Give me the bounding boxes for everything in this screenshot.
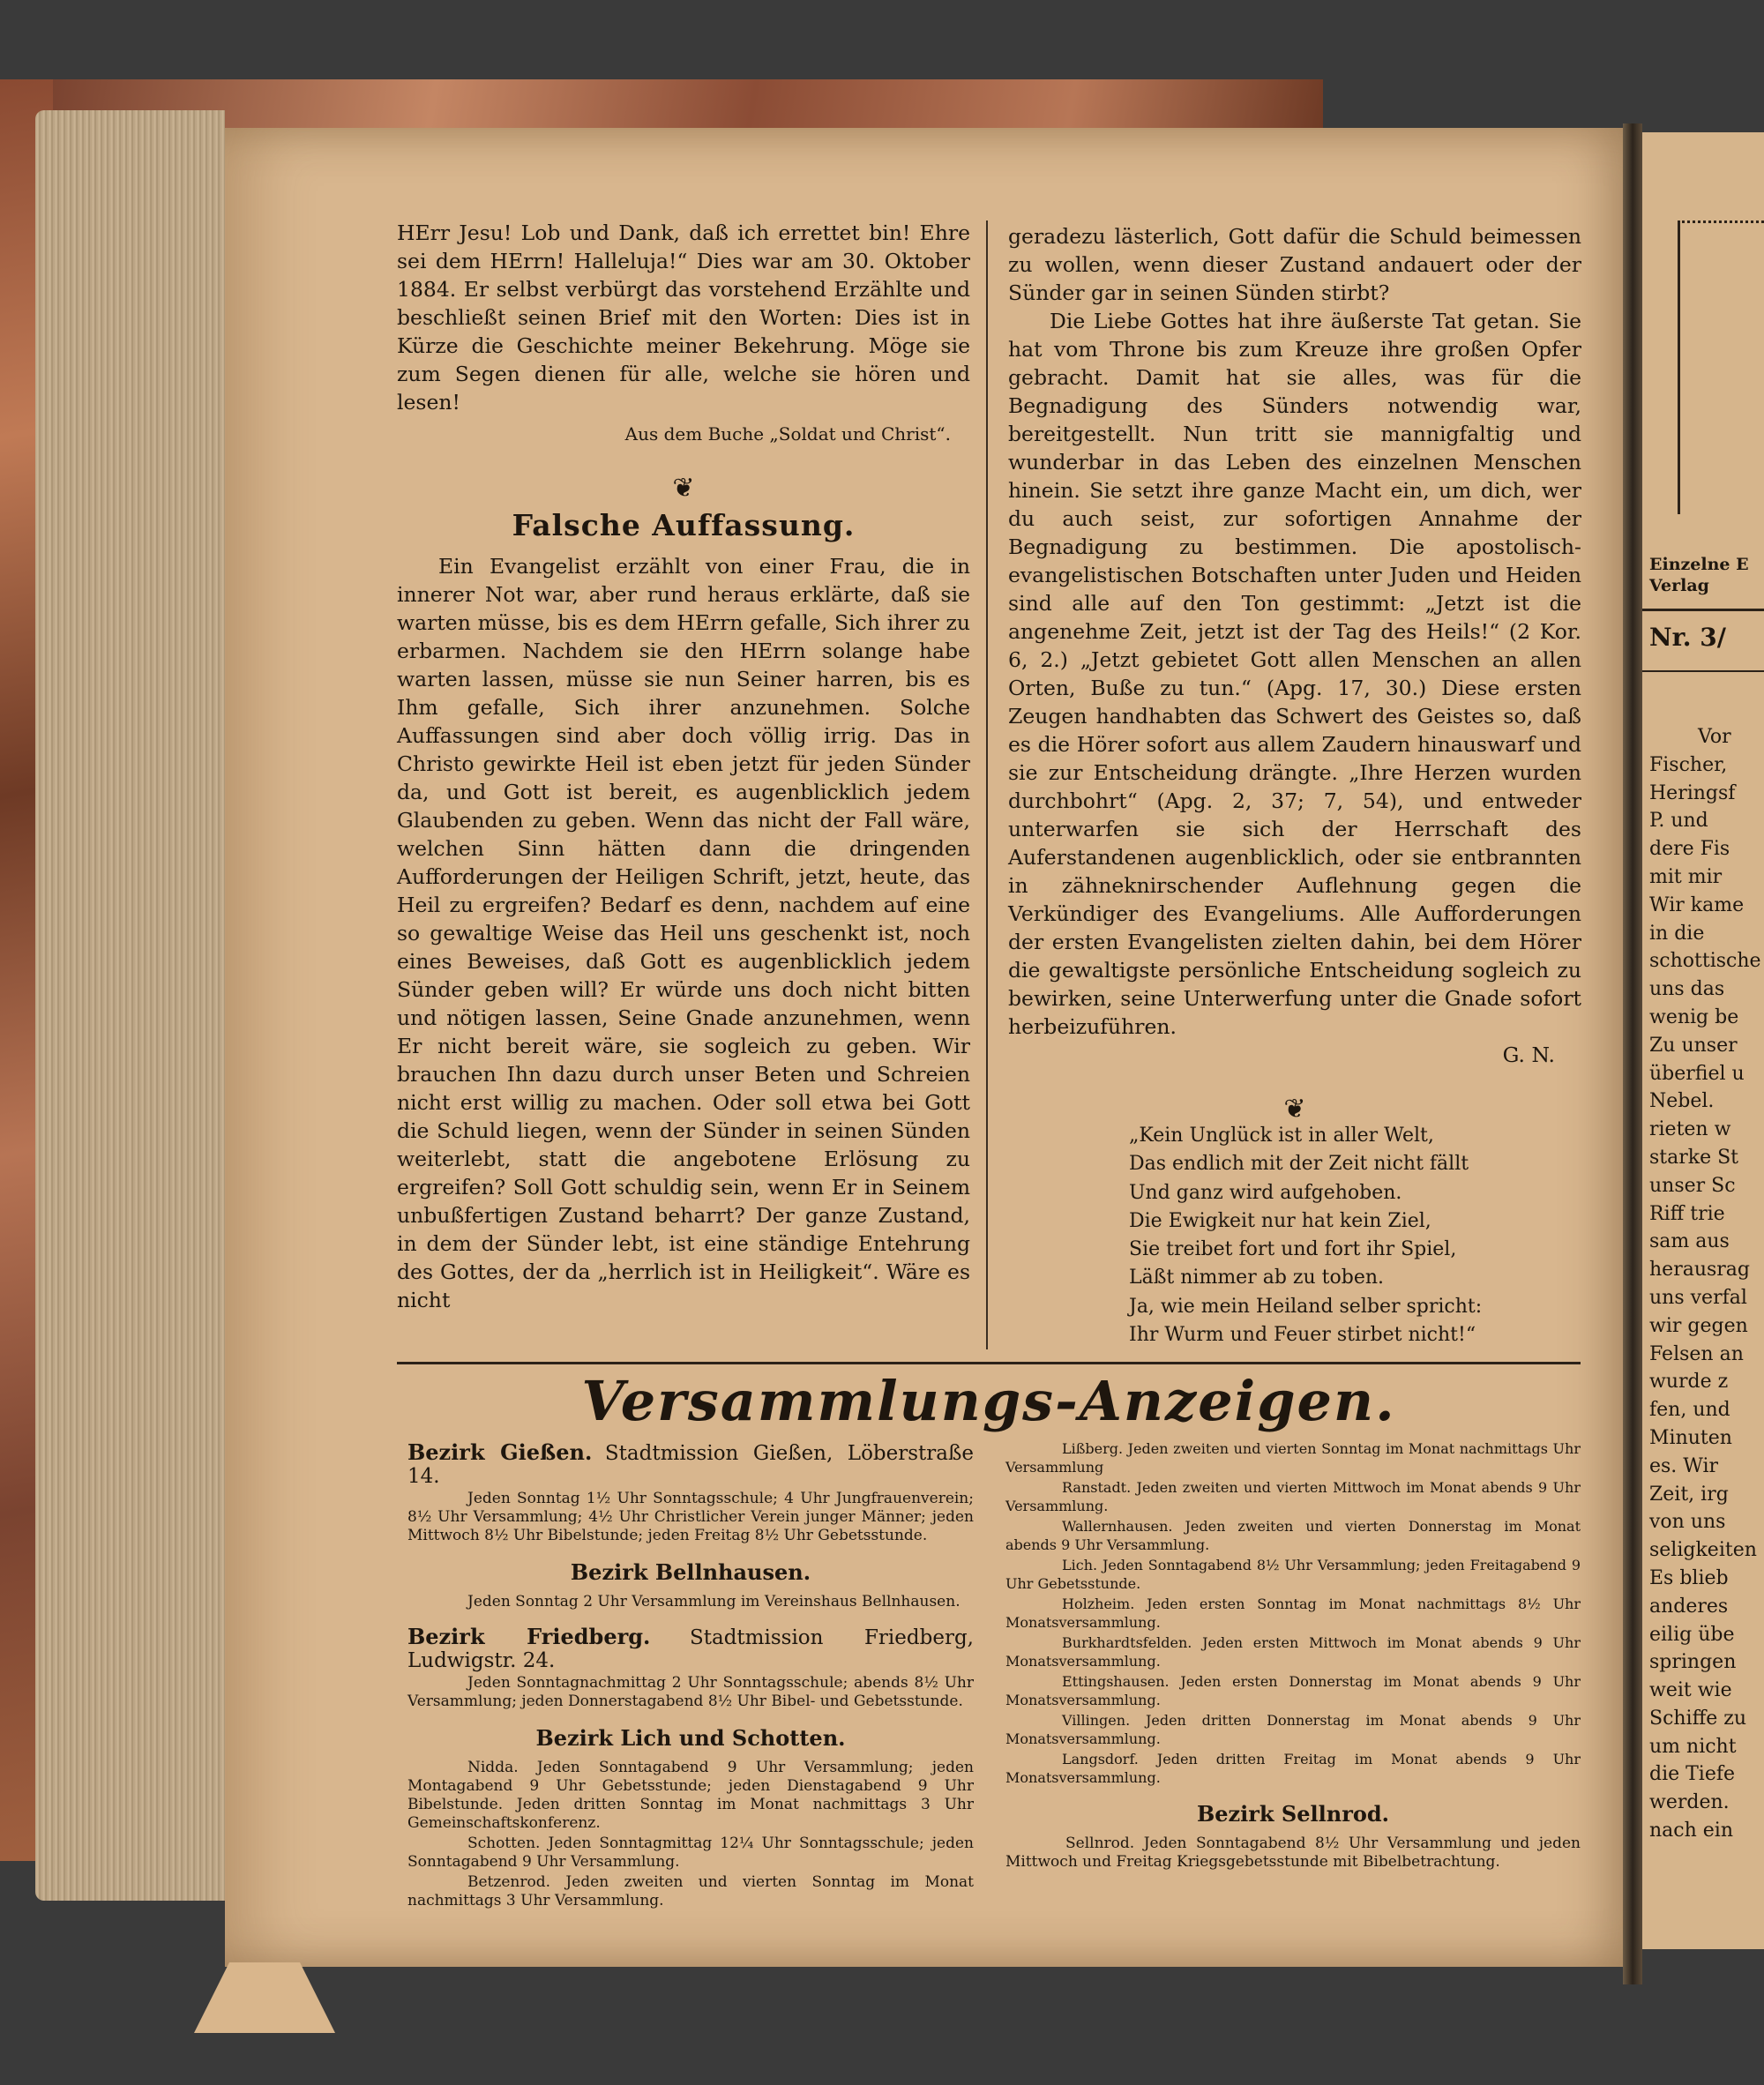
next-page-line: Vor	[1698, 726, 1731, 748]
masthead	[1649, 554, 1749, 596]
next-page-line: mit mir	[1649, 865, 1723, 888]
issue-rule	[1642, 670, 1764, 672]
next-page-line: starke St	[1649, 1146, 1739, 1169]
district-heading: Bezirk Friedberg.	[407, 1624, 651, 1649]
district-entry: Villingen. Jeden dritten Donnerstag im Monat abends 9 Uhr Monatsversammlung.	[1005, 1712, 1581, 1747]
district-entry: Lißberg. Jeden zweiten und vierten Sonntag im Monat nachmittags Uhr Versammlung	[1005, 1440, 1581, 1476]
next-page-line: seligkeiten	[1649, 1539, 1757, 1562]
next-page-line: überfiel u	[1649, 1062, 1745, 1085]
article-paragraph: Ein Evangelist erzählt von einer Frau, die in innerer Not war, aber rund heraus erklärte, daß sie warten müsse, bis es dem HErrn gefalle, Sich ihrer zu erbarmen. Nachdem sie den HErrn solange habe warten lassen, müsse sie nun Seiner harren, bis es Ihm gefalle, Sich ihrer anzunehmen. Solche Auffassungen sind aber doch völlig irrig. Das in Christo gewirkte Heil ist eben jetzt für jeden Sünder da, und Gott ist bereit, es augenblicklich jedem Glaubenden zu geben. Wenn das nicht der Fall wäre, welchen Sinn hätten dann die dringenden Aufforderungen der Heiligen Schrift, jetzt, heute, das Heil zu ergreifen? Bedarf es denn, nachdem auf eine so gewaltige Weise das Heil uns geschenkt ist, noch eines Beweises, daß Gott es augenblicklich jedem Sünder geben will? Er würde uns doch nicht bitten und nötigen lassen, Seine Gnade anzunehmen, wenn Er nicht bereit wäre, sie sogleich zu geben. Wir brauchen Ihn dazu durch unser Beten und Schreien nicht erst willig zu machen. Oder soll etwa bei Gott die Schuld liegen, wenn der Sünder in seinen Sünden weiterlebt, statt die angebotene Erlösung zu ergreifen? Soll Gott schuldig sein, wenn Er in Seinem unbußfertigen Zustand beharrt? Der ganze Zustand, in dem der Sünder lebt, ist eine ständige Entehrung des Gottes, der da „herrlich ist in Heiligkeit“. Wäre es nicht	[397, 554, 970, 1312]
next-page-line: uns verfal	[1649, 1286, 1747, 1309]
friedberg-header	[407, 1622, 974, 1672]
district-text: Jeden Sonntagnachmittag 2 Uhr Sonntagsschule; abends 8½ Uhr Versammlung; jeden Donnerstagabend 8½ Uhr Bibel- und Gebetsstunde.	[407, 1674, 974, 1710]
column-divider	[986, 220, 988, 1349]
next-page-line: Schiffe zu	[1649, 1707, 1746, 1730]
next-page-line: weit wie	[1649, 1679, 1732, 1702]
masthead-rule	[1642, 609, 1764, 611]
district-entry: Ranstadt. Jeden zweiten und vierten Mittwoch im Monat abends 9 Uhr Versammlung.	[1005, 1479, 1581, 1514]
poem-line: Ihr Wurm und Feuer stirbet nicht!“	[1129, 1324, 1476, 1347]
district-entry: Betzenrod. Jeden zweiten und vierten Sonntag im Monat nachmittags 3 Uhr Versammlung.	[407, 1873, 974, 1909]
next-page-line: dere Fis	[1649, 838, 1730, 861]
next-page-text	[1649, 723, 1761, 1845]
district-text: Jeden Sonntag 2 Uhr Versammlung im Vereinshaus Bellnhausen.	[467, 1593, 960, 1610]
decorative-frame	[1678, 220, 1764, 514]
next-page-line: uns das	[1649, 978, 1725, 1001]
next-page-line: die Tiefe	[1649, 1763, 1736, 1786]
next-page	[1642, 132, 1764, 1949]
district-entry: Nidda. Jeden Sonntagabend 9 Uhr Versammlung; jeden Montagabend 9 Uhr Gebetsstunde; jeden Dienstagabend 9 Uhr Bibelstunde. Jeden dritten Sonntag im Monat nachmittags 3 Uhr Gemeinschaftskonferenz.	[407, 1759, 974, 1832]
issue-number: Nr. 3/	[1649, 623, 1726, 652]
district-entry: Schotten. Jeden Sonntagmittag 12¼ Uhr Sonntagsschule; jeden Sonntagabend 9 Uhr Versammlung.	[407, 1835, 974, 1871]
poem-line: Läßt nimmer ab zu toben.	[1129, 1267, 1385, 1289]
district-heading: Bezirk Lich und Schotten.	[535, 1725, 846, 1751]
source-note: Aus dem Buche „Soldat und Christ“.	[624, 423, 951, 445]
district-entry: Langsdorf. Jeden dritten Freitag im Monat abends 9 Uhr Monatsversammlung.	[1005, 1751, 1581, 1786]
district-entry: Holzheim. Jeden ersten Sonntag im Monat nachmittags 8½ Uhr Monatsversammlung.	[1005, 1596, 1581, 1631]
district-subheading: Stadtmission Gießen, Löberstraße 14.	[407, 1442, 974, 1488]
next-page-line: fen, und	[1649, 1399, 1730, 1422]
announcements-left	[407, 1438, 974, 1910]
intro-paragraph: HErr Jesu! Lob und Dank, daß ich errettet bin! Ehre sei dem HErrn! Halleluja!“ Dies war am 30. Oktober 1884. Er selbst verbürgt das vorstehend Erzählte und beschließt seinen Brief mit den Worten: Dies ist in Kürze die Geschichte meiner Bekehrung. Möge sie zum Segen dienen für alle, welche sie hören und lesen!	[397, 220, 970, 415]
next-page-line: schottische	[1649, 950, 1761, 973]
next-page-line: Es blieb	[1649, 1566, 1729, 1589]
next-page-line: werden.	[1649, 1791, 1730, 1814]
masthead-line: Einzelne E	[1649, 555, 1749, 574]
next-page-line: von uns	[1649, 1511, 1726, 1534]
poem-line: Die Ewigkeit nur hat kein Ziel,	[1129, 1209, 1431, 1232]
district-heading: Bezirk Gießen.	[407, 1439, 593, 1465]
next-page-line: anderes	[1649, 1595, 1729, 1618]
page-edges	[35, 110, 225, 1901]
signature: G. N.	[1502, 1042, 1555, 1067]
next-page-line: eilig übe	[1649, 1623, 1735, 1646]
poem-line: Das endlich mit der Zeit nicht fällt	[1129, 1153, 1469, 1176]
next-page-line: es. Wir	[1649, 1454, 1719, 1477]
article-title: Falsche Auffassung.	[512, 508, 856, 542]
district-entry: Ettingshausen. Jeden ersten Donnerstag im Monat abends 9 Uhr Monatsversammlung.	[1005, 1673, 1581, 1708]
district-text: Jeden Sonntag 1½ Uhr Sonntagsschule; 4 Uhr Jungfrauenverein; 8½ Uhr Versammlung; 4½ Uhr Christlicher Verein junger Männer; jeden Mittwoch 8½ Uhr Bibelstunde; jeden Freitag 8½ Uhr Gebetsstunde.	[407, 1490, 974, 1544]
next-page-line: Zu unser	[1649, 1034, 1738, 1057]
next-page-line: Minuten	[1649, 1426, 1732, 1449]
right-column	[1008, 222, 1581, 1132]
ornament-icon: ❦	[672, 473, 695, 504]
next-page-line: unser Sc	[1649, 1174, 1736, 1197]
announcements-title: Versammlungs-Anzeigen.	[581, 1369, 1396, 1433]
poem-line: Sie treibet fort und fort ihr Spiel,	[1129, 1238, 1457, 1261]
next-page-line: Heringsf	[1649, 781, 1736, 804]
poem	[1129, 1122, 1588, 1349]
next-page-line: Riff trie	[1649, 1202, 1725, 1225]
district-subheading: Stadtmission Friedberg, Ludwigstr. 24.	[407, 1626, 974, 1672]
giessen-header	[407, 1438, 974, 1488]
poem-line: Und ganz wird aufgehoben.	[1129, 1181, 1402, 1204]
next-page-line: rieten w	[1649, 1118, 1731, 1141]
next-page-line: wurde z	[1649, 1371, 1729, 1394]
marbled-cover-top	[53, 79, 1323, 132]
signature-line	[1008, 1041, 1581, 1069]
next-page-line: Felsen an	[1649, 1342, 1744, 1365]
district-entry: Lich. Jeden Sonntagabend 8½ Uhr Versammlung; jeden Freitagabend 9 Uhr Gebetsstunde.	[1005, 1557, 1581, 1592]
next-page-line: Zeit, irg	[1649, 1483, 1729, 1506]
section-divider	[397, 1362, 1581, 1364]
district-text: Sellnrod. Jeden Sonntagabend 8½ Uhr Versammlung und jeden Mittwoch und Freitag Kriegsgebetsstunde mit Bibelbetrachtung.	[1005, 1835, 1581, 1871]
ornament-icon: ❦	[1283, 1094, 1306, 1125]
next-page-line: in die	[1649, 922, 1705, 945]
love-of-god-paragraph: Die Liebe Gottes hat ihre äußerste Tat getan. Sie hat vom Throne bis zum Kreuze ihre großen Opfer gebracht. Damit hat sie alles, was für die Begnadigung des Sünders notwendig war, bereitgestellt. Nun tritt sie mannigfaltig und wunderbar in das Leben des einzelnen Menschen hinein. Sie setzt ihre ganze Macht ein, um dich, wer du auch seist, zur sofortigen Annahme der Begnadigung zu bestimmen. Die apostolisch-evangelistischen Botschaften unter Juden und Heiden sind alle auf den Ton gestimmt: „Jetzt ist die angenehme Zeit, jetzt ist der Tag des Heils!“ (2 Kor. 6, 2.) „Jetzt gebietet Gott allen Menschen an allen Orten, Buße zu tun.“ (Apg. 17, 30.) Diese ersten Zeugen handhabten das Schwert des Geistes so, daß es die Hörer sofort aus allem Zaudern hinauswarf und sie zur Entscheidung drängte. „Ihre Herzen wurden durchbohrt“ (Apg. 2, 37; 7, 54), und entweder unterwarfen sie sich der Herrschaft des Auferstandenen augenblicklich, oder sie entbrannten in zähneknirschender Auflehnung gegen die Verkündiger des Evangeliums. Alle Aufforderungen der ersten Evangelisten zielten dahin, bei dem Hörer die gewaltigste persönliche Entscheidung sogleich zu bewirken, seine Unterwerfung unter die Gnade sofort herbeizuführen.	[1008, 309, 1581, 1039]
next-page-line: sam aus	[1649, 1230, 1730, 1253]
continuation-paragraph: geradezu lästerlich, Gott dafür die Schuld beimessen zu wollen, wenn dieser Zustand andauert oder der Sünder gar in seinen Sünden stirbt?	[1008, 224, 1581, 305]
next-page-line: herausrag	[1649, 1259, 1750, 1282]
next-page-line: wir gegen	[1649, 1314, 1748, 1337]
district-heading: Bezirk Bellnhausen.	[570, 1559, 811, 1585]
district-entry: Burkhardtsfelden. Jeden ersten Mittwoch im Monat abends 9 Uhr Monatsversammlung.	[1005, 1634, 1581, 1670]
masthead-line: Verlag	[1649, 576, 1709, 595]
poem-line: „Kein Unglück ist in aller Welt,	[1129, 1125, 1434, 1147]
next-page-line: P. und	[1649, 810, 1708, 833]
left-column	[397, 219, 970, 1314]
district-entry: Wallernhausen. Jeden zweiten und vierten Donnerstag im Monat abends 9 Uhr Versammlung.	[1005, 1518, 1581, 1553]
next-page-line: Wir kame	[1649, 893, 1745, 916]
next-page-line: Nebel.	[1649, 1090, 1715, 1113]
poem-line: Ja, wie mein Heiland selber spricht:	[1129, 1295, 1483, 1318]
next-page-line: nach ein	[1649, 1820, 1733, 1842]
next-page-line: wenig be	[1649, 1005, 1739, 1028]
announcements-right	[1005, 1438, 1581, 1872]
district-heading: Bezirk Sellnrod.	[1196, 1801, 1389, 1827]
next-page-line: Fischer,	[1649, 753, 1728, 776]
bookmark-tab	[194, 1962, 335, 2033]
book-gutter	[1623, 123, 1642, 1984]
next-page-line: springen	[1649, 1651, 1737, 1674]
next-page-line: um nicht	[1649, 1735, 1737, 1758]
